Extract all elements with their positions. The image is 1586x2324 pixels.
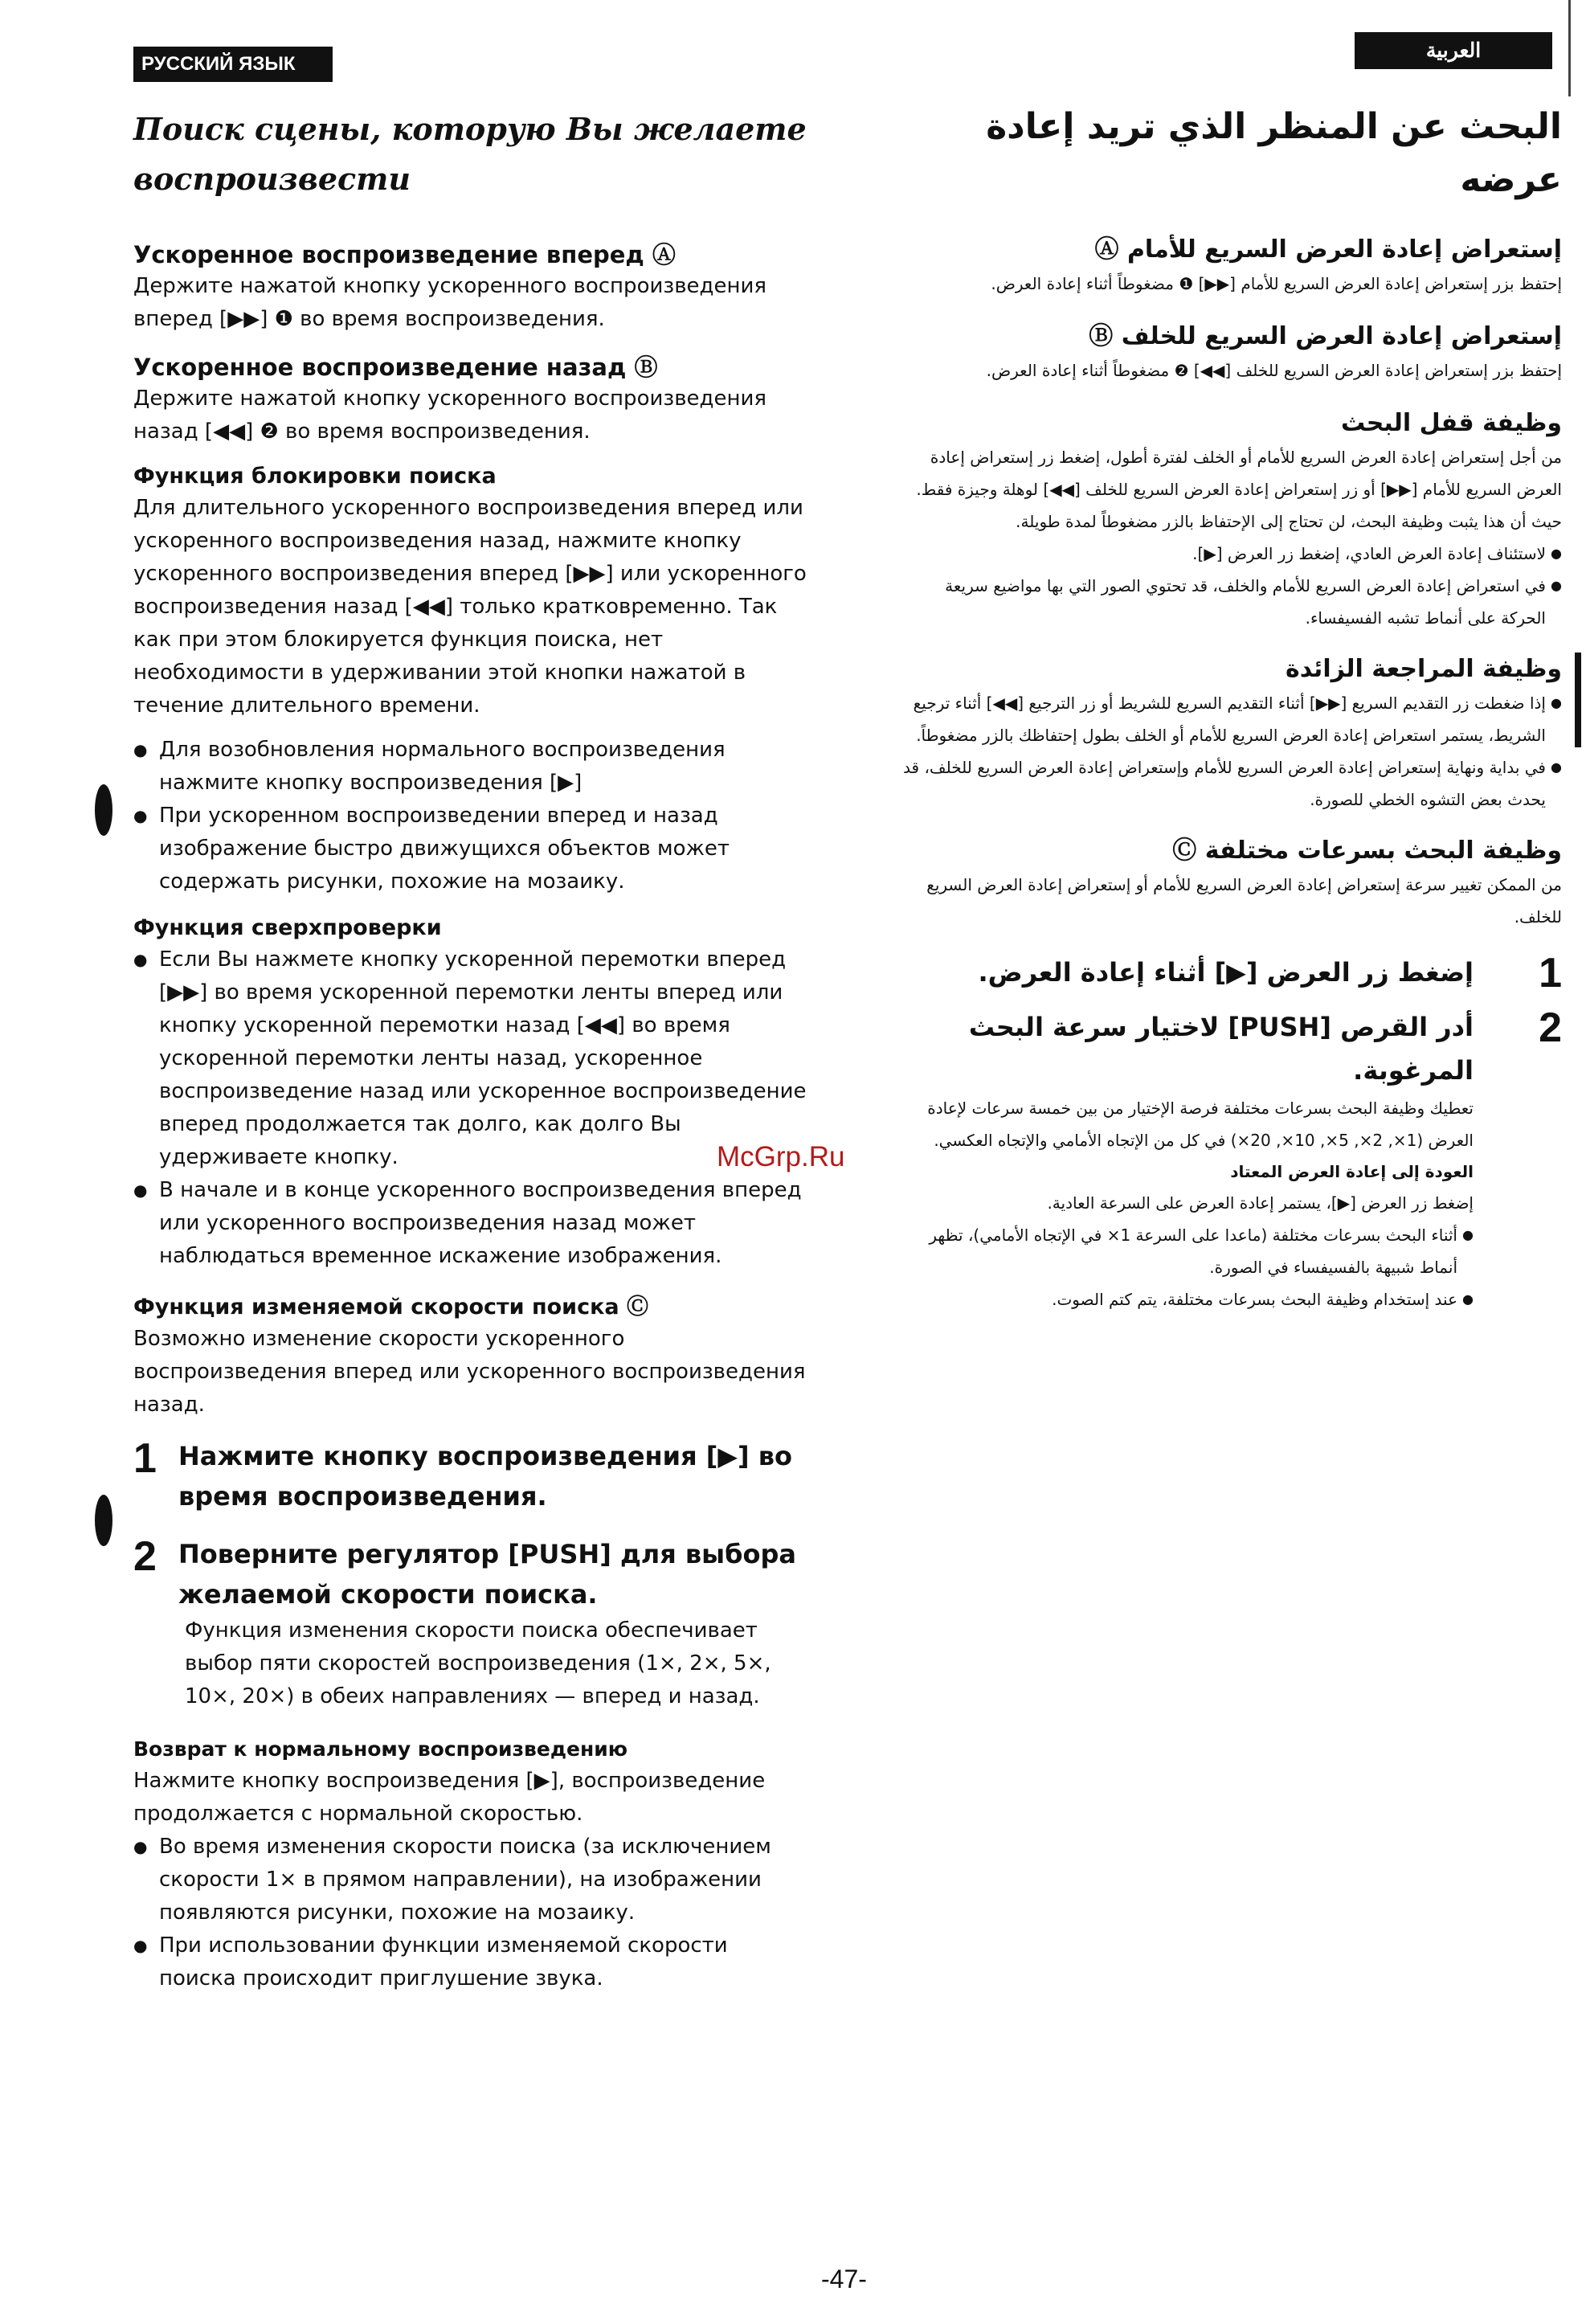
watermark: McGrp.Ru: [717, 1141, 845, 1172]
bullet-list: [898, 538, 1562, 634]
step-text: Нажмите кнопку воспроизведения [▶] во время воспроизведения.: [178, 1441, 792, 1512]
list-item: ● Во время изменения скорости поиска (за исключением скорости 1× в прямом направлении), на изображении появляются рисунки, похожие на мозаику.: [133, 1831, 808, 1929]
section-review: [898, 319, 1562, 387]
step-note: تعطيك وظيفة البحث بسرعات مختلفة فرصة الإختيار من بين خمسة سرعات لإعادة العرض (1×, 2×, 5×, 10×, 20×) في كل من الإتجاه الأمامي والإتجاه العكسي.: [927, 1099, 1474, 1150]
step-1: [898, 951, 1562, 996]
section-review: [133, 352, 808, 448]
section-text: Нажмите кнопку воспроизведения [▶], воспроизведение продолжается с нормальной скоростью.: [133, 1769, 766, 1826]
list-item: ● في استعراض إعادة العرض السريع للأمام والخلف، قد تحتوي الصور التي بها مواضيع سريعة الحركة على أنماط تشبه الفسيفساء.: [898, 570, 1562, 634]
list-item: ● في بداية ونهاية إستعراض إعادة العرض السريع للأمام وإستعراض إعادة العرض السريع للخلف، قد يحدث بعض التشوه الخطي للصورة.: [898, 751, 1562, 816]
step-note: Функция изменения скорости поиска обеспечивает выбор пяти скоростей воспроизведения (1×, 2×, 5×, 10×, 20×) в обеих направлениях — вперед и назад.: [185, 1618, 771, 1708]
margin-bar: [1575, 653, 1581, 747]
section-heading: Ускоренное воспроизведение вперед Ⓐ: [133, 241, 676, 268]
list-item: ● لاستئناف إعادة العرض العادي، إضغط زر العرض [▶].: [898, 538, 1562, 570]
step-2: [898, 1005, 1562, 1092]
step-text: إضغط زر العرض [▶] أثناء إعادة العرض.: [978, 957, 1474, 988]
section-text: Держите нажатой кнопку ускоренного воспроизведения вперед [▶▶] ❶ во время воспроизведения.: [133, 274, 767, 331]
binding-hole-mark: [95, 784, 112, 836]
section-heading: وظيفة المراجعة الزائدة: [1286, 655, 1562, 683]
russian-column: [133, 104, 808, 1995]
step-number: 1: [1539, 950, 1562, 996]
section-heading: وظيفة قفل البحث: [1340, 409, 1562, 437]
list-item: ● Если Вы нажмете кнопку ускоренной перемотки вперед [▶▶] во время ускоренной перемотки ленты вперед или кнопку ускоренной перемотки назад [◀◀] во время ускоренной перемотки ленты назад, ускоренное воспроизведение назад или ускоренное воспроизведение вперед продолжается так долго, как долго Вы удерживаете кнопку.: [133, 943, 808, 1174]
page-number: -47-: [821, 2265, 867, 2293]
language-tag-russian: РУССКИЙ ЯЗЫК: [133, 47, 333, 82]
bullet-list: [133, 1831, 808, 1995]
arabic-column: [898, 100, 1562, 1315]
step-number: 1: [133, 1435, 157, 1482]
step-1: [133, 1436, 808, 1516]
section-text: Возможно изменение скорости ускоренного воспроизведения вперед или ускоренного воспроизведения назад.: [133, 1327, 806, 1417]
list-item: ● أثناء البحث بسرعات مختلفة (ماعدا على السرعة 1× في الإتجاه الأمامي)، تظهر أنماط شبيهة بالفسيفساء في الصورة.: [898, 1219, 1474, 1283]
section-text: من الممكن تغيير سرعة إستعراض إعادة العرض السريع للأمام أو إستعراض إعادة العرض السريع للخلف.: [926, 875, 1562, 927]
bullet-list: [898, 687, 1562, 816]
bullet-list: [133, 943, 808, 1273]
section-search-lock: [133, 461, 808, 898]
section-return-normal: [133, 1734, 808, 1995]
section-text: من أجل إستعراض إعادة العرض السريع للأمام أو الخلف لفترة أطول، إضغط زر إستعراض إعادة العرض السريع للأمام [▶▶] أو زر إستعراض إعادة العرض السريع للخلف [◀◀] لوهلة وجيزة فقط. حيث أن هذا يثبت وظيفة البحث، لن تحتاج إلى الإحتفاظ بالزر مضغوطاً لمدة طويلة.: [916, 448, 1562, 531]
page-title-russian: Поиск сцены, которую Вы желаете воспроизвести: [133, 111, 807, 197]
section-super-review: [133, 913, 808, 1273]
section-heading: إستعراض إعادة العرض السريع للأمام Ⓐ: [1094, 235, 1562, 264]
section-heading: وظيفة البحث بسرعات مختلفة Ⓒ: [1172, 837, 1562, 865]
section-search-lock: [898, 406, 1562, 634]
section-heading: Функция изменяемой скорости поиска Ⓒ: [133, 1295, 649, 1320]
bullet-list: [133, 734, 808, 898]
section-cue: [133, 239, 808, 336]
section-text: إحتفظ بزر إستعراض إعادة العرض السريع للخلف [◀◀] ❷ مضغوطاً أثناء إعادة العرض.: [986, 361, 1562, 380]
binding-hole-mark: [95, 1495, 112, 1546]
section-text: إحتفظ بزر إستعراض إعادة العرض السريع للأمام [▶▶] ❶ مضغوطاً أثناء إعادة العرض.: [991, 274, 1562, 293]
section-heading: Возврат к нормальному воспроизведению: [133, 1737, 628, 1761]
section-heading: إستعراض إعادة العرض السريع للخلف Ⓑ: [1089, 322, 1562, 350]
list-item: ● При ускоренном воспроизведении вперед и назад изображение быстро движущихся объектов может содержать рисунки, похожие на мозаику.: [133, 800, 808, 898]
section-heading: Функция блокировки поиска: [133, 464, 497, 489]
bullet-list: [898, 1219, 1474, 1315]
section-text: إضغط زر العرض [▶]، يستمر إعادة العرض على السرعة العادية.: [1047, 1193, 1474, 1213]
section-super-review: [898, 652, 1562, 816]
section-variable-speed: [133, 1292, 808, 1422]
list-item: ● При использовании функции изменяемой скорости поиска происходит приглушение звука.: [133, 1929, 808, 1995]
language-tag-arabic: العربية: [1355, 32, 1552, 69]
list-item: ● إذا ضغطت زر التقديم السريع [▶▶] أثناء التقديم السريع للشريط أو زر الترجيع [◀◀] أثناء ترجيع الشريط، يستمر استعراض إعادة العرض السريع للأمام أو الخلف بطول إحتفاظك بالزر مضغوطاً.: [898, 687, 1562, 751]
list-item: ● Для возобновления нормального воспроизведения нажмите кнопку воспроизведения [▶]: [133, 734, 808, 800]
section-return-normal: [898, 1156, 1562, 1315]
page-title-arabic: البحث عن المنظر الذي تريد إعادة عرضه: [986, 106, 1562, 200]
section-cue: [898, 232, 1562, 300]
section-heading: Функция сверхпроверки: [133, 915, 442, 940]
list-item: ● В начале и в конце ускоренного воспроизведения вперед или ускоренного воспроизведения назад может наблюдаться временное искажение изображения.: [133, 1174, 808, 1273]
list-item: ● عند إستخدام وظيفة البحث بسرعات مختلفة، يتم كتم الصوت.: [898, 1283, 1474, 1315]
step-text: Поверните регулятор [PUSH] для выбора желаемой скорости поиска.: [178, 1539, 796, 1610]
section-text: Для длительного ускоренного воспроизведения вперед или ускоренного воспроизведения назад, нажмите кнопку ускоренного воспроизведения вперед [▶▶] или ускоренного воспроизведения назад [◀◀] только кратковременно. Так как при этом блокируется функция поиска, нет необходимости в удерживании этой кнопки нажатой в течение длительного времени.: [133, 496, 807, 718]
section-heading: العودة إلى إعادة العرض المعتاد: [1230, 1162, 1474, 1181]
step-number: 2: [133, 1533, 157, 1580]
section-text: Держите нажатой кнопку ускоренного воспроизведения назад [◀◀] ❷ во время воспроизведения.: [133, 387, 767, 444]
scan-edge-line: [1568, 0, 1571, 96]
step-number: 2: [1539, 1004, 1562, 1051]
section-variable-speed: [898, 833, 1562, 933]
section-heading: Ускоренное воспроизведение назад Ⓑ: [133, 354, 658, 381]
step-text: أدر القرص [PUSH] لاختيار سرعة البحث المرغوبة.: [968, 1012, 1474, 1086]
step-2: [133, 1534, 808, 1614]
